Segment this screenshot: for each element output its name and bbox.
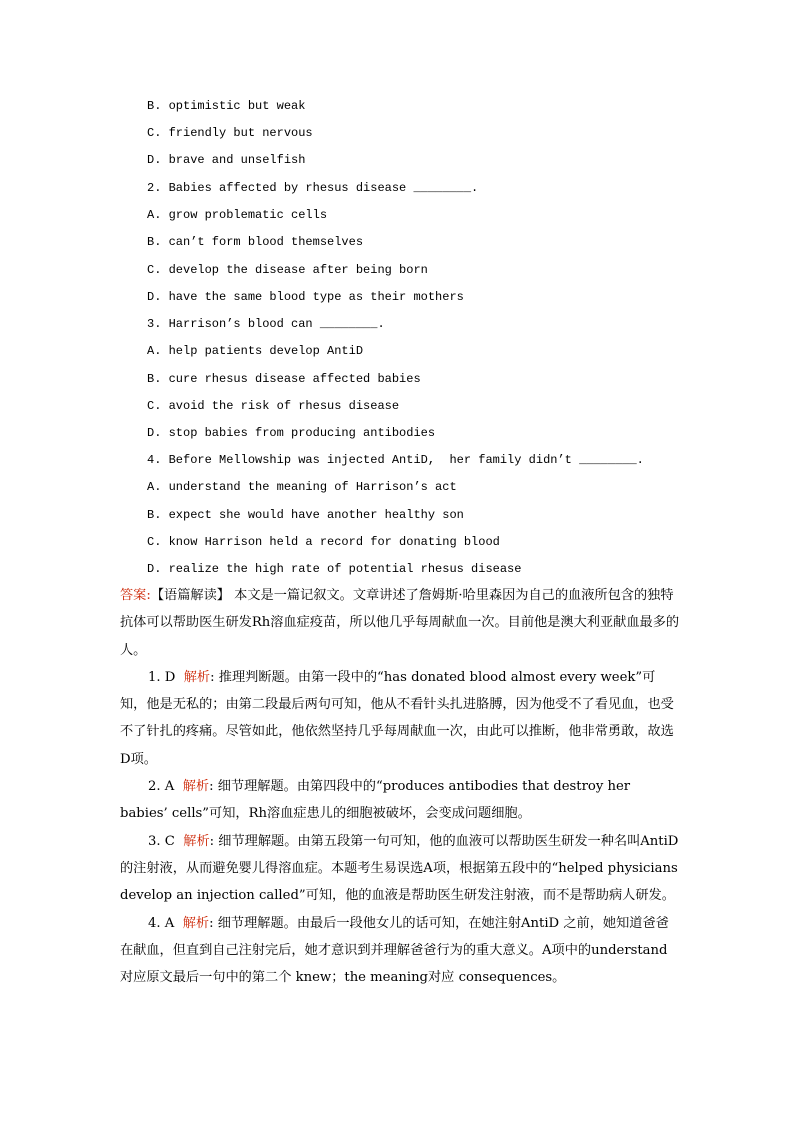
analysis-text: : 细节理解题。由第四段中的“produces antibodies that destroy her babies’ cells”可知，Rh溶血症患儿的细胞被破坏，会变成问题细胞。 (120, 779, 631, 822)
analysis-text: : 细节理解题。由第五段第一句可知，他的血液可以帮助医生研发一种名叫AntiD 的注射液，从而避免婴儿得溶血症。本题考生易误选A项，根据第五段中的“helped physicians develop an injection called”可知，他的血液是帮助医生研发注射液，而不是帮助病人研发。 (120, 833, 679, 904)
option-line: A. understand the meaning of Harrison’s act (147, 480, 457, 494)
answer-number: 3. C (148, 833, 175, 849)
passage-summary: 【语篇解读】 本文是一篇记叙文。文章讲述了詹姆斯·哈里森因为自己的血液所包含的独特抗体可以帮助医生研发Rh溶血症疫苗，所以他几乎每周献血一次。目前他是澳大利亚献血最多的人。 (120, 588, 680, 658)
analysis-text: : 推理判断题。由第一段中的“has donated blood almost every week”可知，他是无私的；由第二段最后两句可知，他从不看针头扎进胳膊，因为他受不了看见血，也受不了针扎的疼痛。尽管如此，他依然坚持几乎每周献血一次，由此可以推断，他非常勇敢，故选D项。 (120, 669, 674, 767)
answer-item (120, 664, 680, 773)
answer-item (120, 773, 680, 828)
option-line: C. friendly but nervous (147, 126, 313, 140)
option-line: A. grow problematic cells (147, 208, 328, 222)
answer-item (120, 828, 680, 910)
answer-label: 答案: (120, 588, 151, 603)
option-line: C. know Harrison held a record for donating blood (147, 535, 500, 549)
analysis-text: : 细节理解题。由最后一段他女儿的话可知，在她注射AntiD 之前，她知道爸爸在献血，但直到自己注射完后，她才意识到并理解爸爸行为的重大意义。A项中的understand对应原文最后一句中的第二个 knew；the meaning对应 consequences。 (120, 915, 669, 986)
option-line: C. develop the disease after being born (147, 263, 428, 277)
option-line: B. optimistic but weak (147, 99, 306, 113)
option-line: B. cure rhesus disease affected babies (147, 372, 421, 386)
option-line: D. realize the high rate of potential rhesus disease (147, 562, 522, 576)
answer-number: 1. D (148, 669, 176, 685)
answer-number: 2. A (148, 779, 175, 795)
question-stem: 4. Before Mellowship was injected AntiD, her family didn’t ________. (147, 453, 644, 467)
option-line: D. brave and unselfish (147, 153, 306, 167)
analysis-label: 解析 (183, 669, 211, 685)
answer-item (120, 910, 680, 992)
analysis-label: 解析 (182, 779, 210, 795)
question-stem: 2. Babies affected by rhesus disease ________. (147, 181, 479, 195)
answer-number: 4. A (148, 915, 175, 931)
option-line: B. can’t form blood themselves (147, 235, 364, 249)
option-line: C. avoid the risk of rhesus disease (147, 399, 400, 413)
option-line: A. help patients develop AntiD (147, 344, 364, 358)
answer-section (120, 582, 680, 991)
option-line: D. stop babies from producing antibodies (147, 426, 436, 440)
question-stem: 3. Harrison’s blood can ________. (147, 317, 385, 331)
option-line: D. have the same blood type as their mothers (147, 290, 464, 304)
analysis-label: 解析 (182, 915, 210, 931)
analysis-label: 解析 (183, 833, 210, 849)
answer-intro (120, 582, 680, 664)
option-line: B. expect she would have another healthy son (147, 508, 464, 522)
